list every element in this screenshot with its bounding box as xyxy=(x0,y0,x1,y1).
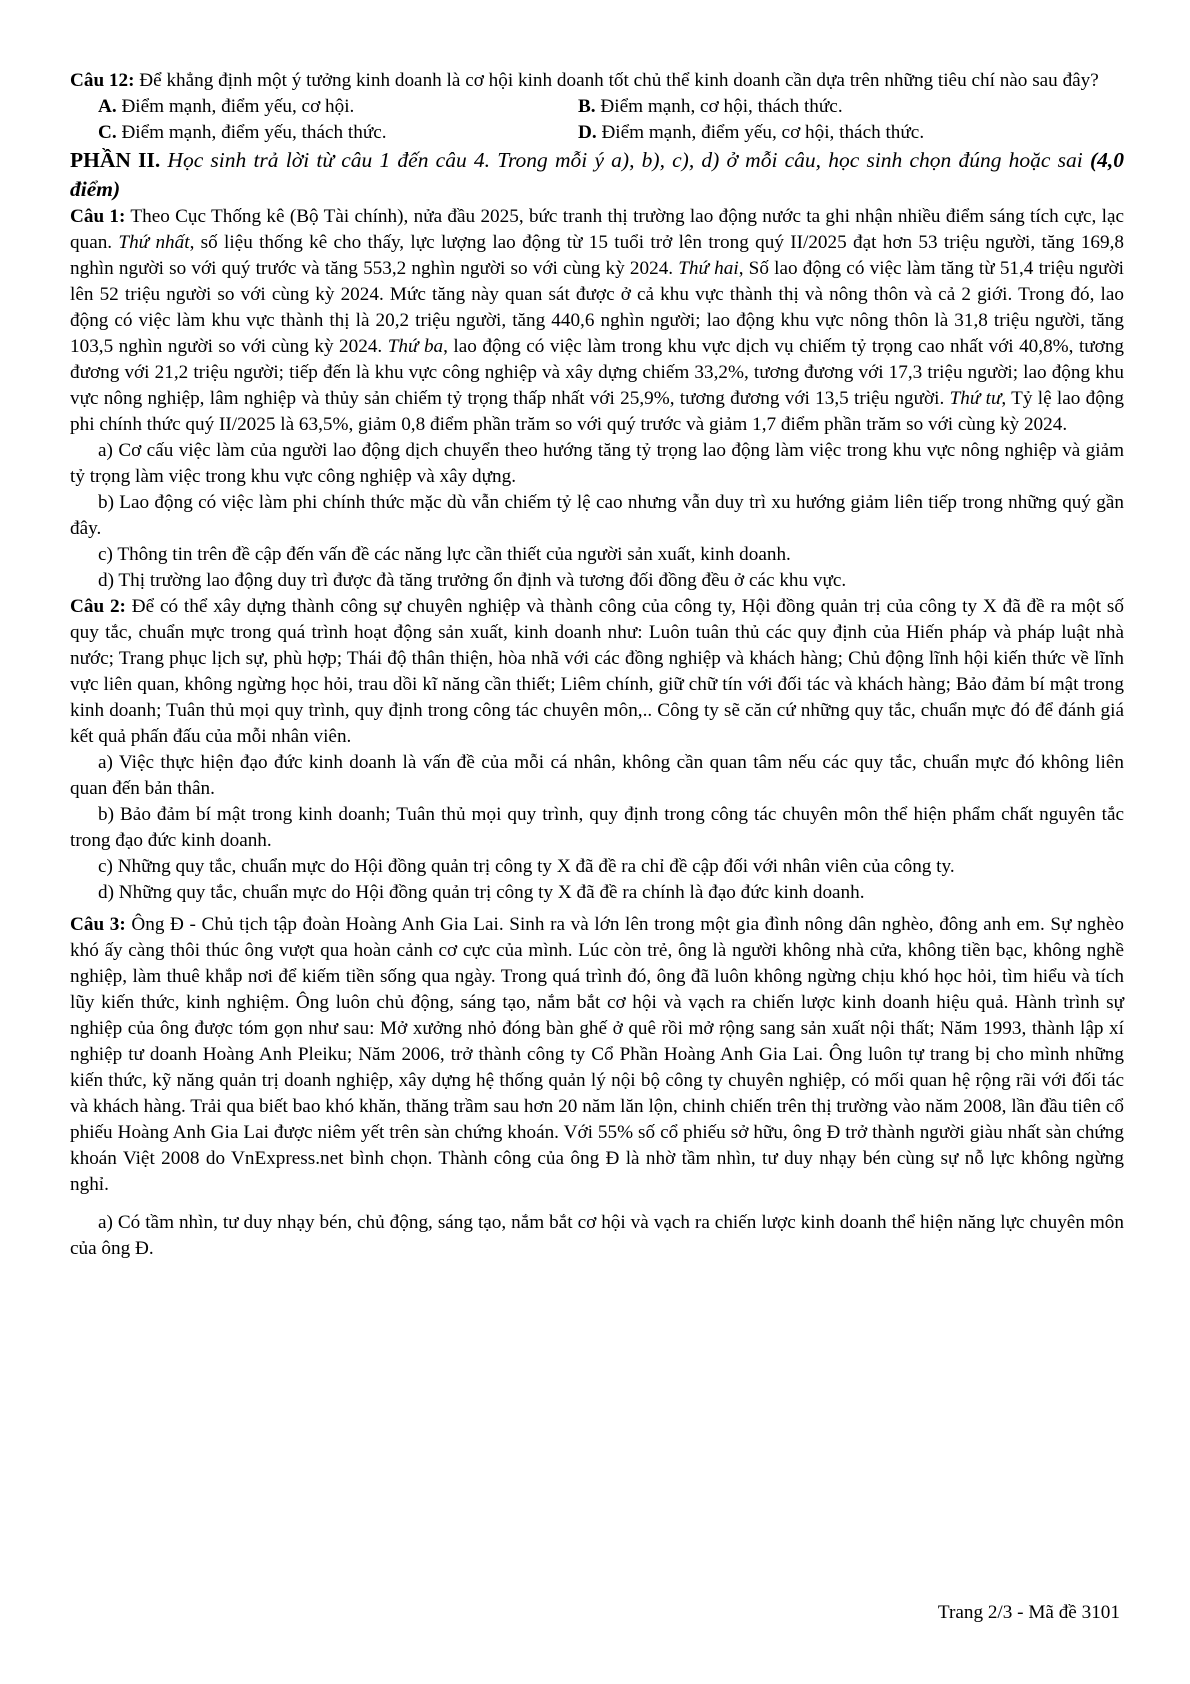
question-2-label: Câu 2: xyxy=(70,596,126,617)
question-3 xyxy=(70,912,1124,1198)
question-1-emphasis-4: Thứ tư xyxy=(949,388,1002,409)
option-b-letter: B. xyxy=(578,96,596,117)
question-1-text-4: , lao động có việc làm trong khu vực dịch vụ chiếm tỷ trọng cao nhất với 40,8%, tương đương với 21,2 triệu người; tiếp đến là khu vực công nghiệp và xây dựng chiếm 33,2%, tương đương với 17,3 triệu người; lao động khu vực nông nghiệp, lâm nghiệp và thủy sản chiếm tỷ trọng thấp nhất với 25,9%, tương đương với 13,5 triệu người. xyxy=(70,336,1125,409)
question-3-label: Câu 3: xyxy=(70,914,126,935)
question-12-options xyxy=(70,94,1124,146)
question-1-text-3: , Số lao động có việc làm tăng từ 51,4 triệu người lên 52 triệu người so với cùng kỳ 2024. Mức tăng này quan sát được ở cả khu vực thành thị và nông thôn và cả 2 giới. Trong đó, lao động có việc làm khu vực thành thị là 20,2 triệu người, tăng 440,6 nghìn người; lao động khu vực nông thôn là 31,8 triệu người, tăng 103,5 nghìn người so với cùng kỳ 2024. xyxy=(70,258,1124,357)
question-1-text-2: , số liệu thống kê cho thấy, lực lượng lao động từ 15 tuổi trở lên trong quý II/2025 đạt hơn 53 triệu người, tăng 169,8 nghìn người so với quý trước và tăng 553,2 nghìn người so với cùng kỳ 2024. xyxy=(70,232,1124,279)
question-1 xyxy=(70,204,1124,438)
question-2-item-a: a) Việc thực hiện đạo đức kinh doanh là vấn đề của mỗi cá nhân, không cần quan tâm nếu các quy tắc, chuẩn mực đó không liên quan đến bản thân. xyxy=(70,752,1124,799)
question-1-text-5: , Tỷ lệ lao động phi chính thức quý II/2025 là 63,5%, giảm 0,8 điểm phần trăm so với quý trước và giảm 1,7 điểm phần trăm so với cùng kỳ 2024. xyxy=(70,388,1124,435)
question-1-emphasis-2: Thứ hai xyxy=(678,258,739,279)
option-a-text: Điểm mạnh, điểm yếu, cơ hội. xyxy=(116,96,355,117)
question-12-label: Câu 12: xyxy=(70,70,135,91)
question-1-text-1: Theo Cục Thống kê (Bộ Tài chính), nửa đầu 2025, bức tranh thị trường lao động nước ta ghi nhận nhiều điểm sáng tích cực, lạc quan. xyxy=(70,206,1124,253)
option-c xyxy=(98,120,578,146)
question-1-label: Câu 1: xyxy=(70,206,126,227)
question-1-emphasis-3: Thứ ba xyxy=(387,336,444,357)
question-3-text: Ông Đ - Chủ tịch tập đoàn Hoàng Anh Gia Lai. Sinh ra và lớn lên trong một gia đình nông dân nghèo, đông anh em. Sự nghèo khó ấy càng thôi thúc ông vượt qua hoàn cảnh cơ cực của mình. Lúc còn trẻ, ông là người không nhà cửa, không tiền bạc, không nghề nghiệp, làm thuê khắp nơi để kiếm tiền sống qua ngày. Trong quá trình đó, ông đã luôn không ngừng chịu khó học hỏi, tìm hiểu và tích lũy kiến thức, kinh nghiệm. Ông luôn chủ động, sáng tạo, nắm bắt cơ hội và vạch ra chiến lược kinh doanh hiệu quả. Hành trình sự nghiệp của ông được tóm gọn như sau: Mở xưởng nhỏ đóng bàn ghế ở quê rồi mở rộng sang sản xuất nội thất; Năm 1993, thành lập xí nghiệp tư doanh Hoàng Anh Pleiku; Năm 2006, trở thành công ty Cổ Phần Hoàng Anh Gia Lai. Ông luôn tự trang bị cho mình những kiến thức, kỹ năng quản trị doanh nghiệp, xây dựng hệ thống quản lý nội bộ công ty chuyên nghiệp, có mối quan hệ rộng rãi với đối tác và khách hàng. Trải qua biết bao khó khăn, thăng trầm sau hơn 20 năm lăn lộn, chinh chiến trên thị trường vào năm 2008, lần đầu tiên cổ phiếu Hoàng Anh Gia Lai được niêm yết trên sàn chứng khoán. Với 55% số cổ phiếu sở hữu, ông Đ trở thành người giàu nhất sàn chứng khoán Việt 2008 do VnExpress.net bình chọn. Thành công của ông Đ là nhờ tầm nhìn, tư duy nhạy bén cùng sự nỗ lực không ngừng nghỉ. xyxy=(70,914,1124,1195)
option-a xyxy=(98,94,578,120)
page-footer: Trang 2/3 - Mã đề 3101 xyxy=(937,1602,1120,1623)
option-c-text: Điểm mạnh, điểm yếu, thách thức. xyxy=(116,122,387,143)
option-d xyxy=(578,120,1124,146)
option-b-text: Điểm mạnh, cơ hội, thách thức. xyxy=(595,96,843,117)
question-1-item-a: a) Cơ cấu việc làm của người lao động dịch chuyển theo hướng tăng tỷ trọng lao động làm việc trong khu vực nông nghiệp và giảm tỷ trọng làm việc trong khu vực công nghiệp và xây dựng. xyxy=(70,440,1124,487)
part-2-points: (4,0 điểm) xyxy=(70,148,1124,201)
question-1-item-b: b) Lao động có việc làm phi chính thức mặc dù vẫn chiếm tỷ lệ cao nhưng vẫn duy trì xu hướng giảm liên tiếp trong những quý gần đây. xyxy=(70,492,1124,539)
question-2-text: Để có thể xây dựng thành công sự chuyên nghiệp và thành công của công ty, Hội đồng quản trị của công ty X đã đề ra một số quy tắc, chuẩn mực trong quá trình hoạt động sản xuất, kinh doanh như: Luôn tuân thủ các quy định của Hiến pháp và pháp luật nhà nước; Trang phục lịch sự, phù hợp; Thái độ thân thiện, hòa nhã với các đồng nghiệp và khách hàng; Chủ động lĩnh hội kiến thức về lĩnh vực liên quan, không ngừng học hỏi, trau dồi kĩ năng cần thiết; Liêm chính, giữ chữ tín với đối tác và khách hàng; Bảo đảm bí mật trong kinh doanh; Tuân thủ mọi quy trình, quy định trong công tác chuyên môn,.. Công ty sẽ căn cứ những quy tắc, chuẩn mực đó để đánh giá kết quả phấn đấu của mỗi nhân viên. xyxy=(70,596,1124,747)
question-2-item-d: d) Những quy tắc, chuẩn mực do Hội đồng quản trị công ty X đã đề ra chính là đạo đức kinh doanh. xyxy=(98,882,865,903)
option-b xyxy=(578,94,1124,120)
question-2 xyxy=(70,594,1124,750)
part-2-instructions: Học sinh trả lời từ câu 1 đến câu 4. Trong mỗi ý a), b), c), d) ở mỗi câu, học sinh chọn đúng hoặc sai xyxy=(160,148,1090,172)
option-d-text: Điểm mạnh, điểm yếu, cơ hội, thách thức. xyxy=(596,122,925,143)
option-a-letter: A. xyxy=(98,96,117,117)
question-3-item-a: a) Có tầm nhìn, tư duy nhạy bén, chủ động, sáng tạo, nắm bắt cơ hội và vạch ra chiến lược kinh doanh thể hiện năng lực chuyên môn của ông Đ. xyxy=(70,1212,1124,1259)
part-2-title: PHẦN II. xyxy=(70,148,161,172)
question-1-item-c: c) Thông tin trên đề cập đến vấn đề các năng lực cần thiết của người sản xuất, kinh doanh. xyxy=(98,544,791,565)
question-2-item-b: b) Bảo đảm bí mật trong kinh doanh; Tuân thủ mọi quy trình, quy định trong công tác chuyên môn thể hiện phẩm chất nguyên tắc trong đạo đức kinh doanh. xyxy=(70,804,1124,851)
option-c-letter: C. xyxy=(98,122,117,143)
exam-page xyxy=(70,68,1124,1262)
question-1-item-d: d) Thị trường lao động duy trì được đà tăng trưởng ổn định và tương đối đồng đều ở các khu vực. xyxy=(98,570,847,591)
question-12 xyxy=(70,68,1124,94)
question-1-emphasis-1: Thứ nhất xyxy=(118,232,190,253)
part-2-heading xyxy=(70,146,1124,204)
question-12-text: Để khẳng định một ý tưởng kinh doanh là cơ hội kinh doanh tốt chủ thể kinh doanh cần dựa trên những tiêu chí nào sau đây? xyxy=(134,70,1099,91)
option-d-letter: D. xyxy=(578,122,597,143)
question-2-item-c: c) Những quy tắc, chuẩn mực do Hội đồng quản trị công ty X đã đề ra chỉ đề cập đối với nhân viên của công ty. xyxy=(98,856,955,877)
